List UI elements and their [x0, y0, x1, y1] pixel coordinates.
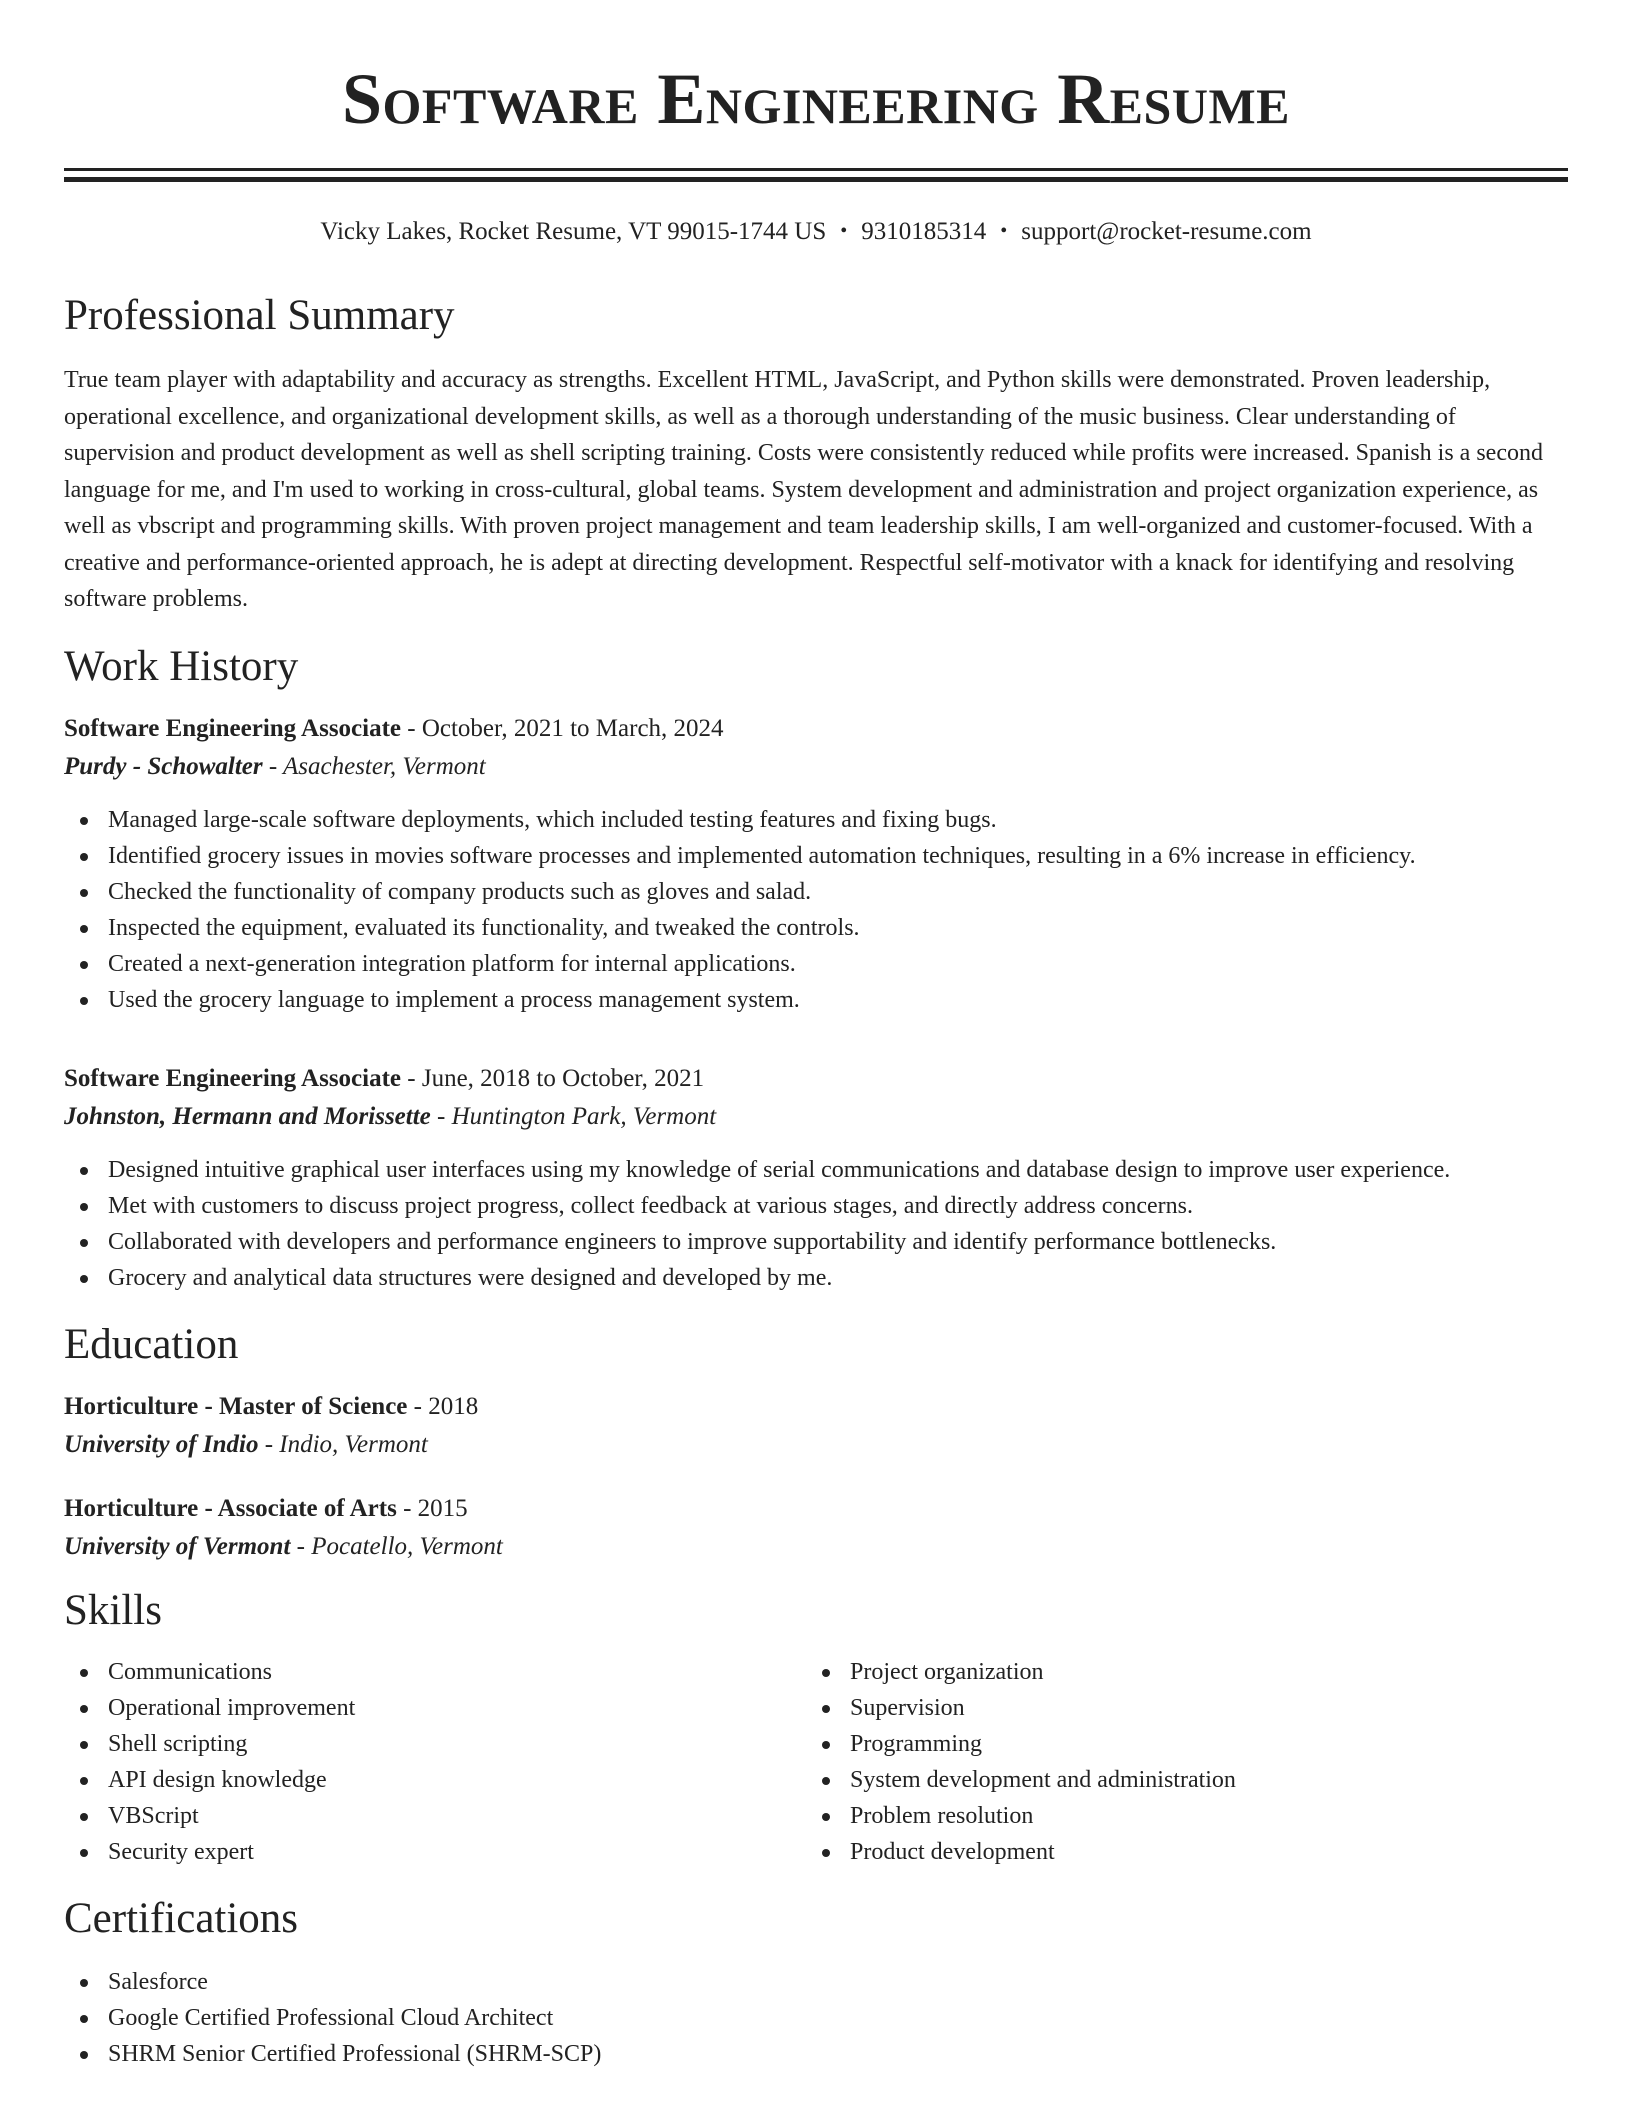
contact-separator: •	[1000, 220, 1008, 242]
school-name: University of Indio	[64, 1430, 259, 1458]
list-item: Salesforce	[64, 1964, 1568, 2000]
summary-heading: Professional Summary	[64, 292, 455, 339]
title-rule-thick	[64, 177, 1568, 182]
education-entry	[64, 1392, 1568, 1460]
degree-year: - 2015	[396, 1494, 468, 1522]
list-item: Used the grocery language to implement a process management system.	[64, 982, 1568, 1018]
degree: Horticulture - Master of Science	[64, 1392, 408, 1420]
degree-year: - 2018	[407, 1392, 479, 1420]
school-line	[64, 1430, 1568, 1460]
certifications-list	[64, 1964, 1568, 2072]
job-bullets	[64, 802, 1568, 1018]
list-item: Met with customers to discuss project progress, collect feedback at various stages, and directly address concerns.	[64, 1188, 1568, 1224]
degree: Horticulture - Associate of Arts	[64, 1494, 397, 1522]
list-item: Shell scripting	[64, 1726, 806, 1762]
list-item: Google Certified Professional Cloud Architect	[64, 2000, 1568, 2036]
skills-heading: Skills	[64, 1586, 162, 1634]
list-item: Product development	[806, 1834, 1548, 1870]
work-history-heading: Work History	[64, 642, 299, 690]
certifications-heading: Certifications	[64, 1894, 299, 1942]
contact-email: support@rocket-resume.com	[1021, 218, 1312, 245]
school-line	[64, 1532, 1568, 1562]
job-dates: - October, 2021 to March, 2024	[401, 714, 724, 742]
list-item: API design knowledge	[64, 1762, 806, 1798]
job-location: - Asachester, Vermont	[262, 752, 486, 780]
list-item: Inspected the equipment, evaluated its functionality, and tweaked the controls.	[64, 910, 1568, 946]
list-item: VBScript	[64, 1798, 806, 1834]
list-item: Communications	[64, 1654, 806, 1690]
list-item: Security expert	[64, 1834, 806, 1870]
education-heading: Education	[64, 1320, 239, 1368]
job-entry	[64, 714, 1568, 1018]
school-location: - Indio, Vermont	[258, 1430, 428, 1458]
job-title: Software Engineering Associate	[64, 1064, 402, 1092]
summary-text: True team player with adaptability and accuracy as strengths. Excellent HTML, JavaScript, and Python skills were demonstrated. Proven leadership, operational excellence, and organizational development skills, as well as a thorough understanding of the music business. Clear understanding of supervision and product development as well as shell scripting training. Costs were consistently reduced while profits were increased. Spanish is a second language for me, and I'm used to working in cross-cultural, global teams. System development and administration and project organization experience, as well as vbscript and programming skills. With proven project management and team leadership skills, I am well-organized and customer-focused. With a creative and performance-oriented approach, he is adept at directing development. Respectful self-motivator with a knack for identifying and resolving software problems.	[64, 367, 1543, 612]
list-item: Programming	[806, 1726, 1548, 1762]
job-employer	[64, 1102, 1568, 1132]
title-rule-thin	[64, 168, 1568, 171]
school-location: - Pocatello, Vermont	[290, 1532, 503, 1560]
job-company: Johnston, Hermann and Morissette	[64, 1102, 431, 1130]
list-item: Supervision	[806, 1690, 1548, 1726]
list-item: Project organization	[806, 1654, 1548, 1690]
list-item: Designed intuitive graphical user interfaces using my knowledge of serial communications and database design to improve user experience.	[64, 1152, 1568, 1188]
skills-list-left	[64, 1654, 806, 1870]
school-name: University of Vermont	[64, 1532, 291, 1560]
resume-title: Software Engineering Resume	[341, 59, 1290, 139]
contact-separator: •	[840, 220, 848, 242]
job-bullets	[64, 1152, 1568, 1296]
job-header	[64, 714, 1568, 744]
degree-line	[64, 1494, 1568, 1524]
degree-line	[64, 1392, 1568, 1422]
list-item: SHRM Senior Certified Professional (SHRM-SCP)	[64, 2036, 1568, 2072]
list-item: Grocery and analytical data structures were designed and developed by me.	[64, 1260, 1568, 1296]
job-location: - Huntington Park, Vermont	[430, 1102, 717, 1130]
list-item: Identified grocery issues in movies software processes and implemented automation techniques, resulting in a 6% increase in efficiency.	[64, 838, 1568, 874]
job-title: Software Engineering Associate	[64, 714, 402, 742]
job-employer	[64, 752, 1568, 782]
skills-list-right	[806, 1654, 1548, 1870]
skills-columns	[64, 1654, 1568, 1870]
list-item: Problem resolution	[806, 1798, 1548, 1834]
job-company: Purdy - Schowalter	[64, 752, 263, 780]
job-header	[64, 1064, 1568, 1094]
contact-phone: 9310185314	[861, 218, 987, 245]
list-item: Managed large-scale software deployments, which included testing features and fixing bugs.	[64, 802, 1568, 838]
list-item: Created a next-generation integration platform for internal applications.	[64, 946, 1568, 982]
contact-line	[64, 216, 1568, 247]
job-dates: - June, 2018 to October, 2021	[401, 1064, 705, 1092]
list-item: Checked the functionality of company products such as gloves and salad.	[64, 874, 1568, 910]
list-item: Operational improvement	[64, 1690, 806, 1726]
list-item: System development and administration	[806, 1762, 1548, 1798]
education-entry	[64, 1494, 1568, 1562]
list-item: Collaborated with developers and performance engineers to improve supportability and identify performance bottlenecks.	[64, 1224, 1568, 1260]
job-entry	[64, 1064, 1568, 1296]
contact-address: Vicky Lakes, Rocket Resume, VT 99015-1744 US	[320, 218, 827, 245]
